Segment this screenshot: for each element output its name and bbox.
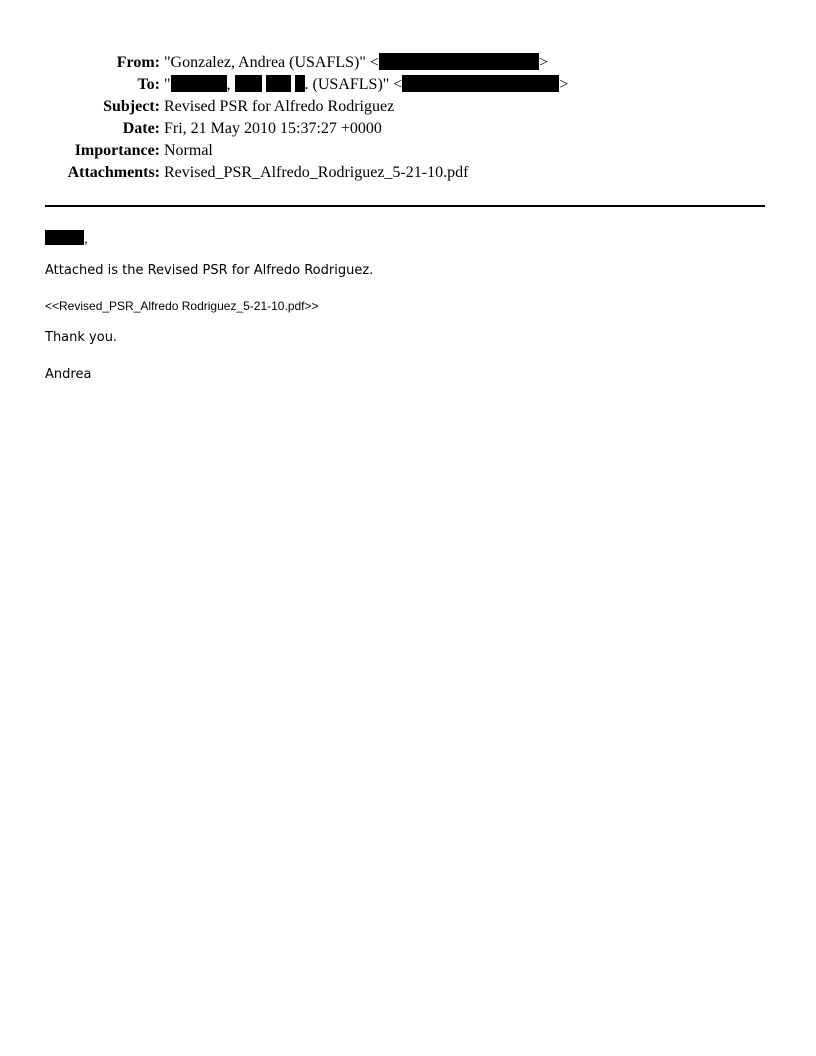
from-close-bracket: > <box>538 54 548 71</box>
redaction-box <box>266 75 291 92</box>
attachment-reference: <<Revised_PSR_Alfredo Rodriguez_5-21-10.pdf>> <box>45 299 319 313</box>
attachments-value: Revised_PSR_Alfredo_Rodriguez_5-21-10.pdf <box>164 164 469 181</box>
from-value <box>164 52 548 74</box>
importance-row <box>0 140 816 162</box>
attachments-label: Attachments: <box>67 164 160 181</box>
body-line-attached: Attached is the Revised PSR for Alfredo Rodriguez. <box>45 263 374 278</box>
greeting <box>45 228 88 248</box>
from-row <box>0 52 816 74</box>
subject-value: Revised PSR for Alfredo Rodriguez <box>164 98 395 115</box>
attachments-row <box>0 162 816 184</box>
subject-row <box>0 96 816 118</box>
subject-label: Subject: <box>103 98 160 115</box>
to-open-quote: " <box>164 76 171 93</box>
redaction-box <box>171 75 227 92</box>
date-row <box>0 118 816 140</box>
header-divider <box>45 205 765 207</box>
to-separator: , <box>226 76 231 93</box>
redaction-box <box>379 53 539 70</box>
importance-value: Normal <box>164 142 213 159</box>
signature: Andrea <box>45 367 92 382</box>
redaction-box <box>235 75 262 92</box>
email-header <box>0 52 816 184</box>
to-close-bracket: > <box>559 76 569 93</box>
from-label: From: <box>116 54 160 71</box>
to-row <box>0 74 816 96</box>
to-label: To: <box>137 76 160 93</box>
to-org: . (USAFLS)" < <box>304 76 403 93</box>
redaction-box <box>295 75 305 92</box>
date-label: Date: <box>122 120 160 137</box>
greeting-comma: , <box>84 230 88 246</box>
body-line-thanks: Thank you. <box>45 330 118 345</box>
redaction-box <box>45 230 84 245</box>
to-value <box>164 74 568 96</box>
redaction-box <box>402 75 559 92</box>
date-value: Fri, 21 May 2010 15:37:27 +0000 <box>164 120 382 137</box>
from-name: "Gonzalez, Andrea (USAFLS)" < <box>164 54 379 71</box>
importance-label: Importance: <box>74 142 160 159</box>
